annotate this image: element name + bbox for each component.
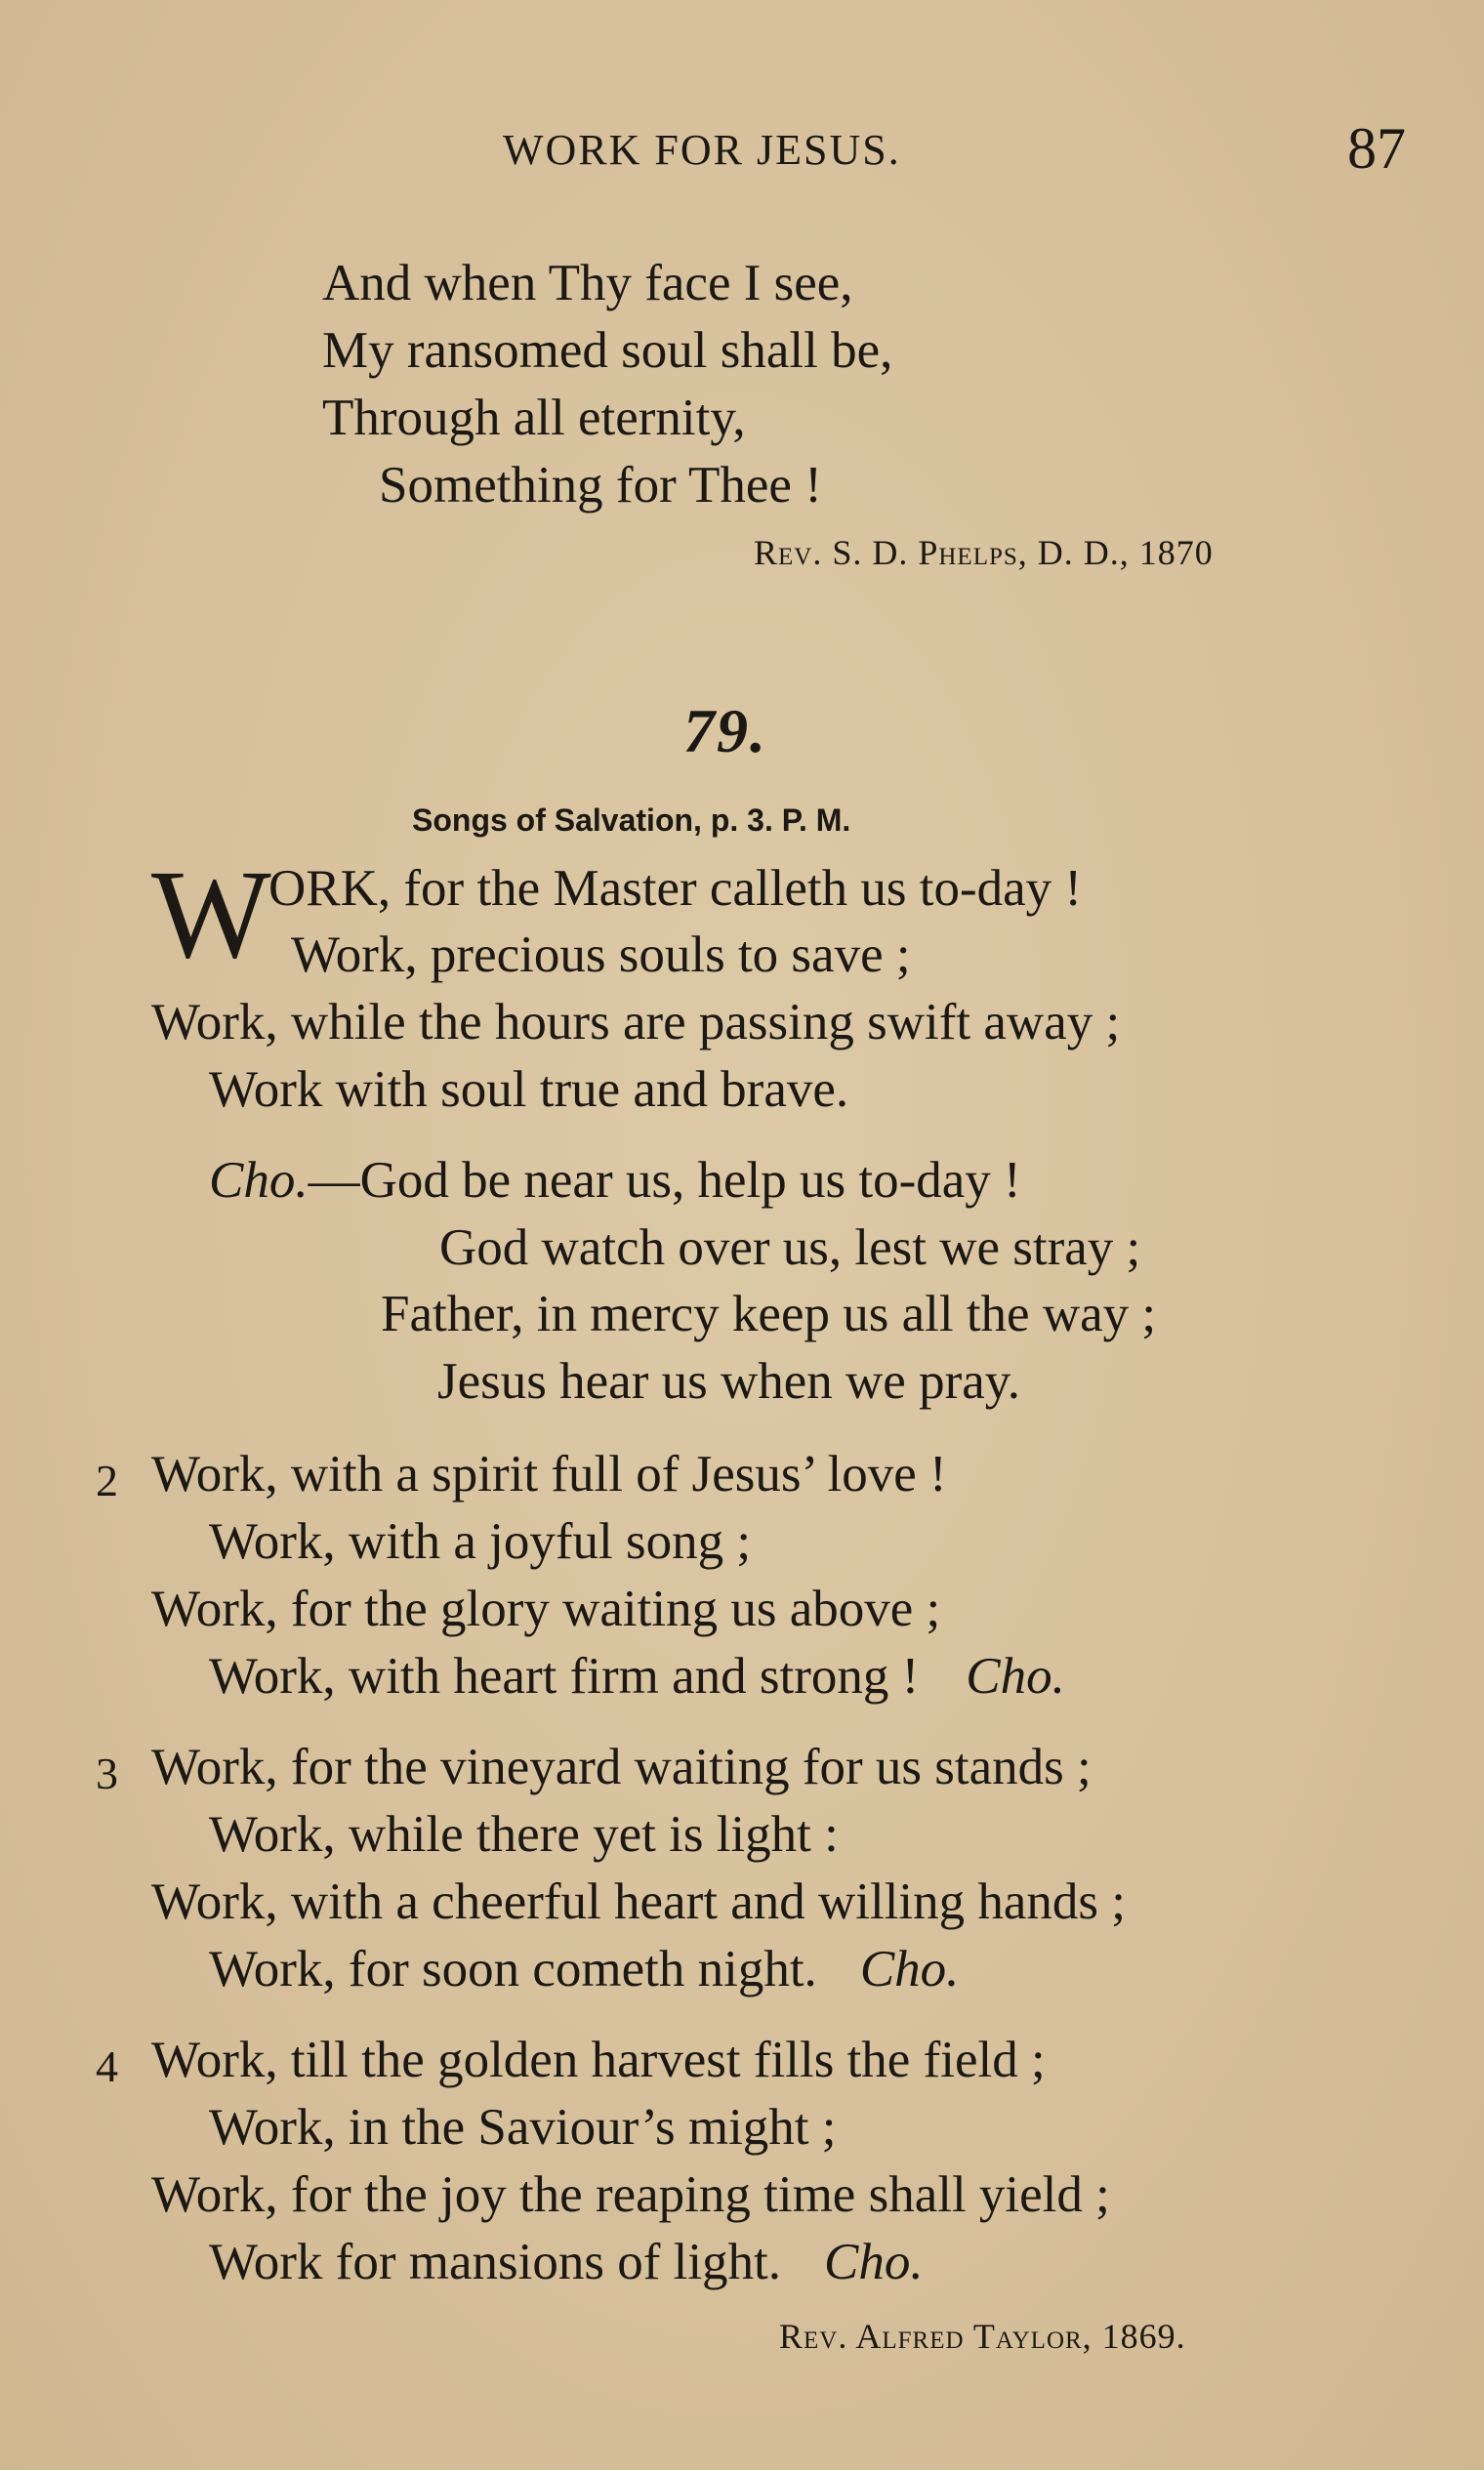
verse-2-line-3: Work, for the glory waiting us above ; xyxy=(151,1581,941,1637)
verse-4-line-2: Work, in the Saviour’s might ; xyxy=(209,2099,837,2156)
verse-2-line-4-text: Work, with heart firm and strong ! xyxy=(209,1648,920,1705)
prev-hymn-line-1: And when Thy face I see, xyxy=(322,255,853,311)
drop-cap: W xyxy=(151,844,271,985)
verse-3-line-1: Work, for the vineyard waiting for us stands ; xyxy=(151,1739,1092,1795)
chorus-label: Cho. xyxy=(209,1152,309,1209)
prev-hymn-attribution: Rev. S. D. Phelps, D. D., 1870 xyxy=(754,533,1214,572)
chorus-line-1 xyxy=(209,1152,1021,1209)
chorus-line-3: Father, in mercy keep us all the way ; xyxy=(381,1286,1157,1342)
verse-3-line-2: Work, while there yet is light : xyxy=(209,1806,839,1863)
verse-3-cho-ref: Cho. xyxy=(859,1941,960,1997)
verse-4-number: 4 xyxy=(96,2041,118,2091)
verse-1-line-3: Work, while the hours are passing swift away ; xyxy=(151,994,1121,1050)
chorus-line-2: God watch over us, lest we stray ; xyxy=(439,1219,1141,1276)
verse-1-line-4: Work with soul true and brave. xyxy=(209,1061,849,1118)
verse-1-line-2: Work, precious souls to save ; xyxy=(291,926,911,983)
hymn-number: 79. xyxy=(683,696,767,765)
running-title: WORK FOR JESUS. xyxy=(503,126,901,174)
chorus-line-1-text: —God be near us, help us to-day ! xyxy=(308,1152,1021,1209)
verse-2-line-4 xyxy=(209,1648,1065,1705)
prev-hymn-line-3: Through all eternity, xyxy=(322,390,746,446)
verse-3-number: 3 xyxy=(96,1749,118,1798)
verse-2-cho-ref: Cho. xyxy=(966,1648,1065,1705)
verse-4-line-4 xyxy=(209,2234,924,2290)
page-number: 87 xyxy=(1347,116,1406,181)
tune-source: Songs of Salvation, p. 3. P. M. xyxy=(412,803,851,838)
hymn-attribution: Rev. Alfred Taylor, 1869. xyxy=(779,2317,1186,2356)
verse-4-line-1: Work, till the golden harvest fills the field ; xyxy=(151,2032,1046,2088)
chorus-line-4: Jesus hear us when we pray. xyxy=(437,1353,1021,1410)
verse-3-line-4-text: Work, for soon cometh night. xyxy=(209,1941,817,1997)
verse-2-line-1: Work, with a spirit full of Jesus’ love ! xyxy=(151,1446,947,1503)
verse-4-line-3: Work, for the joy the reaping time shall yield ; xyxy=(151,2166,1110,2223)
verse-3-line-4 xyxy=(209,1941,960,1997)
prev-hymn-line-4: Something for Thee ! xyxy=(379,457,822,514)
verse-3-line-3: Work, with a cheerful heart and willing hands ; xyxy=(151,1873,1127,1930)
verse-4-line-4-text: Work for mansions of light. xyxy=(209,2234,782,2290)
verse-2-line-2: Work, with a joyful song ; xyxy=(209,1513,752,1570)
verse-2-number: 2 xyxy=(96,1456,118,1505)
prev-hymn-line-2: My ransomed soul shall be, xyxy=(322,322,893,379)
verse-4-cho-ref: Cho. xyxy=(824,2234,924,2290)
verse-1-line-1: ORK, for the Master calleth us to-day ! xyxy=(268,860,1083,917)
